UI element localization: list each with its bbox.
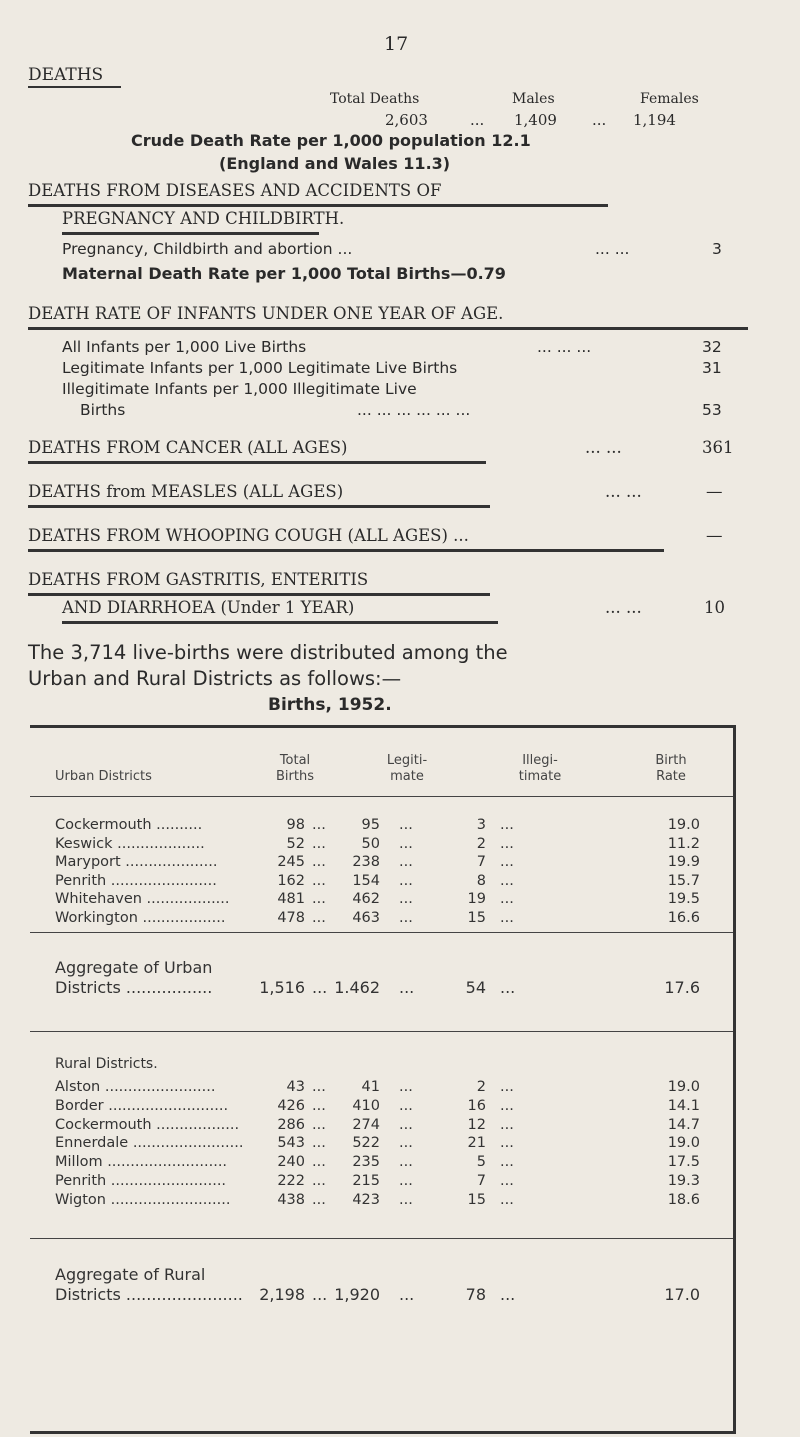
urban-aggregate-sep-1: ... (312, 978, 328, 997)
table-cell-separator: ... (399, 1116, 413, 1133)
table-cell-total: 438 (277, 1191, 305, 1208)
deaths-dots-1: ... (470, 111, 485, 129)
table-cell-legit: 235 (352, 1154, 380, 1171)
table-cell-name: Cockermouth .......... (55, 817, 203, 833)
table-cell-rate: 19.3 (667, 1173, 700, 1189)
table-cell-name: Keswick ................... (55, 835, 205, 852)
table-cell-name: Workington .................. (55, 910, 226, 926)
table-cell-legit: 462 (352, 891, 380, 908)
table-top-border (30, 725, 736, 728)
table-cell-illegit: 8 (476, 872, 486, 889)
deaths-col-females: Females (640, 91, 699, 107)
gastritis-underline-2 (62, 621, 498, 624)
aggregate-divider (30, 1031, 733, 1032)
table-cell-total: 162 (277, 872, 305, 889)
table-cell-separator: ... (312, 1116, 326, 1133)
table-cell-illegit: 2 (476, 835, 486, 852)
urban-aggregate-sep-3: ... (500, 978, 516, 997)
header-divider (30, 796, 733, 797)
urban-aggregate-rate: 17.6 (664, 978, 700, 997)
pregnancy-item-dots: ... ... (595, 240, 630, 258)
measles-dots: ... ... (605, 482, 642, 501)
urban-aggregate-label-1: Aggregate of Urban (55, 958, 213, 977)
deaths-dots-2: ... (592, 111, 607, 129)
table-cell-rate: 14.7 (667, 1116, 700, 1133)
whooping-label: DEATHS FROM WHOOPING COUGH (ALL AGES) ... (28, 526, 469, 545)
table-cell-separator: ... (312, 872, 326, 889)
cancer-label: DEATHS FROM CANCER (ALL AGES) (28, 438, 348, 457)
rural-heading: Rural Districts. (55, 1056, 158, 1072)
table-cell-separator: ... (500, 1097, 514, 1114)
england-wales-rate: (England and Wales 11.3) (219, 154, 451, 173)
infants-legit-label: Legitimate Infants per 1,000 Legitimate Live Births (62, 359, 458, 377)
infants-underline (28, 327, 748, 330)
table-cell-separator: ... (500, 835, 514, 852)
urban-aggregate-sep-2: ... (399, 978, 415, 997)
table-cell-illegit: 16 (467, 1097, 486, 1114)
header-legitimate: Legiti- mate (386, 753, 428, 784)
deaths-total: 2,603 (385, 111, 428, 129)
table-cell-rate: 19.0 (667, 817, 700, 833)
table-cell-separator: ... (312, 835, 326, 852)
pregnancy-heading-1: DEATHS FROM DISEASES AND ACCIDENTS OF (28, 181, 442, 200)
table-cell-illegit: 15 (467, 1191, 486, 1208)
table-cell-legit: 50 (361, 835, 380, 852)
table-cell-illegit: 7 (476, 854, 486, 871)
table-cell-rate: 11.2 (667, 835, 700, 852)
gastritis-underline-1 (28, 593, 490, 596)
infants-illegit-dots: ... ... ... ... ... ... (357, 401, 471, 419)
table-cell-separator: ... (500, 891, 514, 908)
table-cell-separator: ... (500, 1135, 514, 1152)
table-cell-separator: ... (312, 1191, 326, 1208)
table-cell-total: 543 (277, 1135, 305, 1152)
table-cell-separator: ... (500, 1191, 514, 1208)
table-cell-separator: ... (500, 1173, 514, 1189)
table-cell-legit: 522 (352, 1135, 380, 1152)
table-cell-rate: 19.9 (667, 854, 700, 871)
table-cell-separator: ... (399, 835, 413, 852)
header-total-births: Total Births (276, 753, 314, 784)
table-cell-total: 478 (277, 910, 305, 926)
table-cell-total: 222 (277, 1173, 305, 1189)
table-cell-legit: 423 (352, 1191, 380, 1208)
page-number: 17 (384, 33, 409, 55)
rural-aggregate-sep-3: ... (500, 1285, 516, 1304)
births-title: Births, 1952. (268, 695, 392, 715)
urban-aggregate-label-2: Districts ................. (55, 978, 213, 997)
rural-aggregate-label-2: Districts ....................... (55, 1285, 243, 1304)
whooping-value: — (706, 526, 723, 545)
infants-illegit-label-1: Illegitimate Infants per 1,000 Illegitimate Live (62, 380, 417, 398)
table-cell-illegit: 21 (467, 1135, 486, 1152)
table-cell-rate: 17.5 (667, 1154, 700, 1171)
births-intro-line-2: Urban and Rural Districts as follows:— (28, 667, 402, 690)
table-cell-name: Border .......................... (55, 1097, 229, 1114)
pregnancy-item-label: Pregnancy, Childbirth and abortion ... (62, 240, 353, 258)
table-right-border (733, 725, 736, 1434)
table-cell-total: 98 (286, 817, 305, 833)
header-illegitimate: Illegi- timate (518, 753, 562, 784)
table-cell-separator: ... (312, 910, 326, 926)
table-cell-total: 481 (277, 891, 305, 908)
gastritis-label-1: DEATHS FROM GASTRITIS, ENTERITIS (28, 570, 369, 589)
measles-value: — (706, 482, 723, 501)
infants-all-label: All Infants per 1,000 Live Births (62, 338, 307, 356)
rural-aggregate-legit: 1,920 (334, 1285, 380, 1304)
rural-divider (30, 1238, 733, 1239)
pregnancy-heading-2: PREGNANCY AND CHILDBIRTH. (62, 209, 345, 228)
table-cell-rate: 19.5 (667, 891, 700, 908)
table-cell-legit: 41 (361, 1079, 380, 1095)
table-cell-separator: ... (399, 1097, 413, 1114)
table-cell-separator: ... (399, 1135, 413, 1152)
table-cell-separator: ... (399, 910, 413, 926)
pregnancy-item-value: 3 (712, 240, 722, 258)
table-cell-separator: ... (312, 1079, 326, 1095)
gastritis-label-2: AND DIARRHOEA (Under 1 YEAR) (62, 598, 355, 617)
table-cell-name: Millom .......................... (55, 1154, 228, 1171)
table-cell-legit: 410 (352, 1097, 380, 1114)
whooping-underline (28, 549, 664, 552)
table-cell-separator: ... (500, 1154, 514, 1171)
cancer-dots: ... ... (585, 438, 622, 457)
table-cell-separator: ... (312, 817, 326, 833)
table-cell-illegit: 15 (467, 910, 486, 926)
table-cell-separator: ... (399, 817, 413, 833)
rural-aggregate-sep-1: ... (312, 1285, 328, 1304)
table-cell-separator: ... (399, 1191, 413, 1208)
table-cell-name: Maryport .................... (55, 854, 218, 871)
deaths-underline (28, 86, 121, 88)
table-cell-rate: 16.6 (667, 910, 700, 926)
table-cell-name: Alston ........................ (55, 1079, 216, 1095)
table-cell-separator: ... (399, 1154, 413, 1171)
infants-illegit-value: 53 (702, 401, 722, 419)
infants-legit-value: 31 (702, 359, 722, 377)
table-cell-name: Penrith ....................... (55, 872, 217, 889)
table-cell-separator: ... (312, 1173, 326, 1189)
births-intro-line-1: The 3,714 live-births were distributed among the (28, 641, 508, 664)
gastritis-dots: ... ... (605, 598, 642, 617)
infants-all-dots: ... ... ... (537, 338, 592, 356)
cancer-underline (28, 461, 486, 464)
rural-aggregate-illegit: 78 (465, 1285, 486, 1304)
table-cell-name: Penrith ......................... (55, 1173, 227, 1189)
table-cell-separator: ... (312, 891, 326, 908)
deaths-males: 1,409 (514, 111, 557, 129)
table-cell-separator: ... (500, 1079, 514, 1095)
measles-underline (28, 505, 490, 508)
table-cell-total: 426 (277, 1097, 305, 1114)
infants-illegit-label-2: Births (80, 401, 126, 419)
deaths-col-males: Males (512, 91, 555, 107)
measles-label: DEATHS from MEASLES (ALL AGES) (28, 482, 344, 501)
table-cell-separator: ... (312, 1135, 326, 1152)
urban-aggregate-illegit: 54 (465, 978, 486, 997)
table-bottom-border (30, 1431, 736, 1434)
table-cell-rate: 18.6 (667, 1191, 700, 1208)
pregnancy-underline-2 (62, 232, 319, 235)
urban-aggregate-legit: 1.462 (334, 978, 380, 997)
header-district: Urban Districts (55, 769, 152, 784)
table-cell-total: 52 (286, 835, 305, 852)
table-cell-separator: ... (312, 1154, 326, 1171)
crude-death-rate: Crude Death Rate per 1,000 population 12.1 (131, 131, 531, 150)
table-cell-name: Whitehaven .................. (55, 891, 230, 908)
table-cell-legit: 154 (352, 872, 380, 889)
infants-all-value: 32 (702, 338, 722, 356)
table-cell-rate: 19.0 (667, 1135, 700, 1152)
table-cell-illegit: 3 (476, 817, 486, 833)
table-cell-separator: ... (312, 854, 326, 871)
urban-divider (30, 932, 733, 933)
table-cell-illegit: 19 (467, 891, 486, 908)
table-cell-total: 43 (286, 1079, 305, 1095)
table-cell-rate: 14.1 (667, 1097, 700, 1114)
table-cell-separator: ... (399, 1079, 413, 1095)
table-cell-separator: ... (500, 854, 514, 871)
infants-heading: DEATH RATE OF INFANTS UNDER ONE YEAR OF AGE. (28, 304, 504, 323)
table-cell-separator: ... (500, 872, 514, 889)
urban-aggregate-total: 1,516 (259, 978, 305, 997)
table-cell-rate: 19.0 (667, 1079, 700, 1095)
table-cell-total: 286 (277, 1116, 305, 1133)
table-cell-separator: ... (399, 854, 413, 871)
rural-aggregate-sep-2: ... (399, 1285, 415, 1304)
table-cell-legit: 238 (352, 854, 380, 871)
table-cell-separator: ... (500, 1116, 514, 1133)
table-cell-separator: ... (399, 891, 413, 908)
table-cell-name: Cockermouth .................. (55, 1116, 240, 1133)
table-cell-total: 245 (277, 854, 305, 871)
table-cell-separator: ... (399, 1173, 413, 1189)
table-cell-legit: 274 (352, 1116, 380, 1133)
gastritis-value: 10 (704, 598, 725, 617)
table-cell-illegit: 7 (476, 1173, 486, 1189)
table-cell-name: Ennerdale ........................ (55, 1135, 244, 1152)
table-cell-illegit: 2 (476, 1079, 486, 1095)
deaths-col-total: Total Deaths (330, 91, 420, 107)
table-cell-name: Wigton .......................... (55, 1191, 231, 1208)
table-cell-rate: 15.7 (667, 872, 700, 889)
rural-aggregate-label-1: Aggregate of Rural (55, 1265, 206, 1284)
deaths-heading: DEATHS (28, 65, 104, 85)
table-cell-legit: 215 (352, 1173, 380, 1189)
table-cell-legit: 95 (361, 817, 380, 833)
table-cell-illegit: 12 (467, 1116, 486, 1133)
header-birth-rate: Birth Rate (655, 753, 687, 784)
rural-aggregate-rate: 17.0 (664, 1285, 700, 1304)
maternal-death-rate: Maternal Death Rate per 1,000 Total Births—0.79 (62, 264, 506, 283)
deaths-females: 1,194 (633, 111, 676, 129)
rural-aggregate-total: 2,198 (259, 1285, 305, 1304)
cancer-value: 361 (702, 438, 734, 457)
table-cell-separator: ... (500, 910, 514, 926)
pregnancy-underline-1 (28, 204, 608, 207)
table-cell-illegit: 5 (476, 1154, 486, 1171)
table-cell-total: 240 (277, 1154, 305, 1171)
table-cell-separator: ... (312, 1097, 326, 1114)
table-cell-separator: ... (500, 817, 514, 833)
table-cell-separator: ... (399, 872, 413, 889)
table-cell-legit: 463 (352, 910, 380, 926)
